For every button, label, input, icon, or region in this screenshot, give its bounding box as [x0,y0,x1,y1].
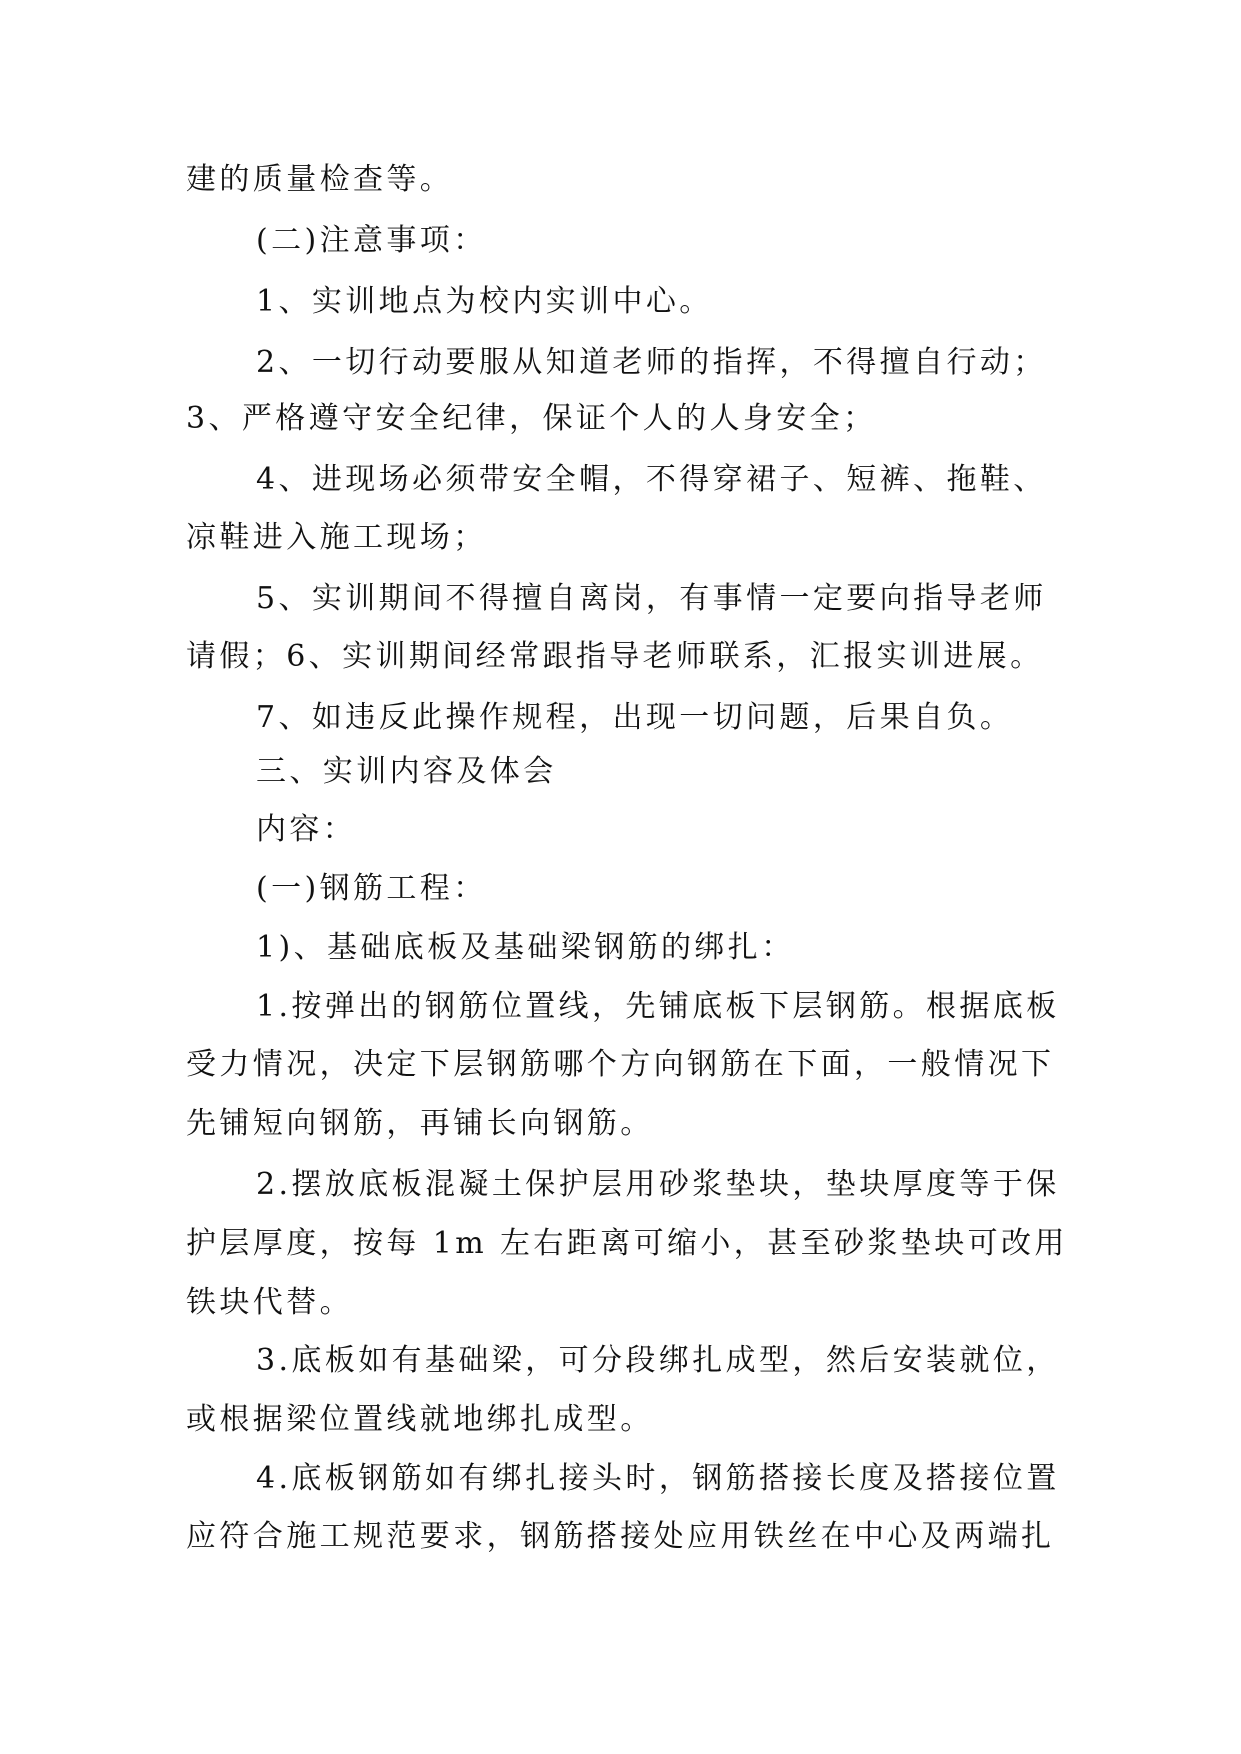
text-line-10: 7、如违反此操作规程，出现一切问题，后果自负。 [256,700,1014,735]
text-line-16: 受力情况，决定下层钢筋哪个方向钢筋在下面，一般情况下 [186,1047,1055,1082]
section-heading-content: 三、实训内容及体会 [256,754,557,789]
text-line-18: 2.摆放底板混凝土保护层用砂浆垫块，垫块厚度等于保 [256,1167,1060,1202]
text-line-3: 1、实训地点为校内实训中心。 [256,284,713,319]
text-line-21: 3.底板如有基础梁，可分段绑扎成型，然后安装就位， [256,1343,1060,1378]
text-line-19: 护层厚度，按每 1m 左右距离可缩小，甚至砂浆垫块可改用 [186,1226,1068,1261]
section-heading-rebar: (一)钢筋工程： [256,871,487,906]
text-line-8: 5、实训期间不得擅自离岗，有事情一定要向指导老师 [256,581,1047,616]
text-line-17: 先铺短向钢筋，再铺长向钢筋。 [186,1106,654,1141]
text-line-5: 3、严格遵守安全纪律，保证个人的人身安全； [186,401,877,436]
text-line-14: 1)、基础底板及基础梁钢筋的绑扎： [256,930,795,965]
text-line-23: 4.底板钢筋如有绑扎接头时，钢筋搭接长度及搭接位置 [256,1461,1060,1496]
text-line-15: 1.按弹出的钢筋位置线，先铺底板下层钢筋。根据底板 [256,989,1060,1024]
text-line-4: 2、一切行动要服从知道老师的指挥，不得擅自行动； [256,345,1047,380]
section-heading-notes: (二)注意事项： [256,223,487,258]
text-line-12: 内容： [256,812,357,847]
text-line-9: 请假；6、实训期间经常跟指导老师联系，汇报实训进展。 [186,639,1044,674]
text-line-7: 凉鞋进入施工现场； [186,520,487,555]
text-line-20: 铁块代替。 [186,1285,353,1320]
text-line-6: 4、进现场必须带安全帽，不得穿裙子、短裤、拖鞋、 [256,462,1047,497]
text-line-24: 应符合施工规范要求，钢筋搭接处应用铁丝在中心及两端扎 [186,1519,1055,1554]
text-line-1: 建的质量检查等。 [186,162,454,197]
text-line-22: 或根据梁位置线就地绑扎成型。 [186,1402,654,1437]
